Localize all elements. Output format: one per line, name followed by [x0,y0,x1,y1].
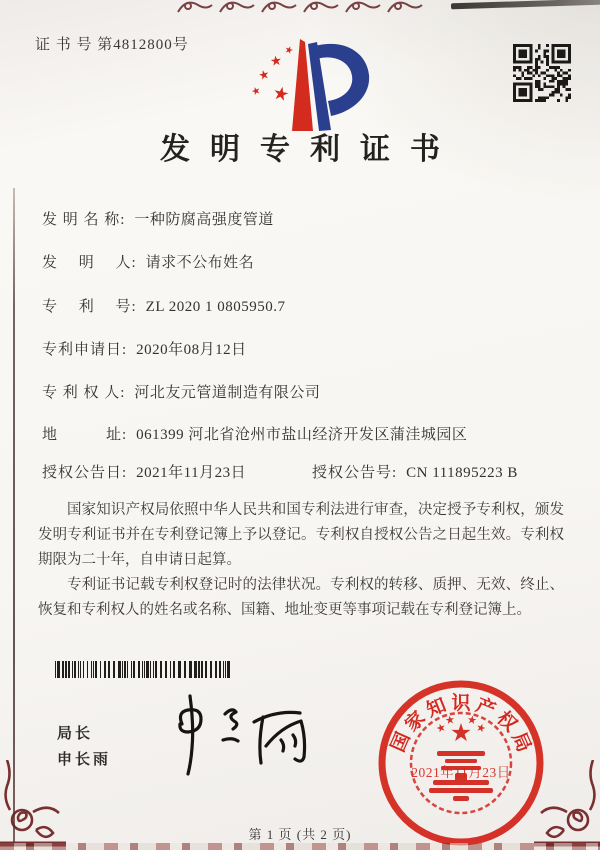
page-left-edge-line [13,188,15,845]
svg-text:家: 家 [401,707,430,737]
qr-code [513,44,571,102]
logo-stars [251,45,294,101]
signer-name: 申长雨 [57,751,112,768]
certificate-number: 证 书 号 第4812800号 [35,37,189,53]
top-border-ornament [176,0,428,14]
page-footer: 第 1 页 (共 2 页) [248,827,352,842]
seal-emblem [429,715,493,801]
field-label: 专 利 号: [42,299,137,315]
svg-text:国: 国 [387,729,415,756]
svg-text:权: 权 [492,707,521,737]
cnipa-logo [243,38,375,134]
field-label: 发 明 名 称: [42,212,126,228]
field-value: CN 111895223 B [406,465,518,481]
field-patentee [42,381,320,402]
field-value: 河北友元管道制造有限公司 [134,385,321,401]
field-grant-number [312,461,518,482]
field-value: 2020年08月12日 [136,342,247,358]
signer-title: 局长 [57,725,94,742]
legal-paragraph-1: 国家知识产权局依照中华人民共和国专利法进行审查，决定授予专利权，颁发发明专利证书并在专利登记簿上予以登记。专利权自授权公告之日起生效。专利权期限为二十年，自申请日起算。 [38,502,564,568]
top-right-border-line [451,0,600,9]
legal-text [38,498,564,623]
svg-text:识: 识 [451,693,471,714]
field-patent-number [42,295,285,316]
field-label: 专利申请日: [42,342,128,358]
field-value: 2021年11月23日 [136,465,247,481]
certificate-title: 发明专利证书 [160,133,460,166]
field-application-date [42,338,247,359]
field-value: ZL 2020 1 0805950.7 [145,299,286,315]
svg-text:局: 局 [507,729,535,756]
field-value: 061399 河北省沧州市盐山经济开发区蒲洼城园区 [136,427,468,443]
svg-text:产: 产 [472,694,499,722]
field-value: 请求不公布姓名 [145,255,255,271]
field-label: 授权公告号: [312,465,398,481]
field-invention-name [42,208,274,229]
bottom-left-corner-ornament [0,760,66,850]
svg-text:知: 知 [423,694,450,722]
field-grant-date [42,461,246,482]
legal-paragraph-2: 专利证书记载专利权登记时的法律状况。专利权的转移、质押、无效、终止、恢复和专利权人的姓名或名称、国籍、地址变更等事项记载在专利登记簿上。 [38,577,564,618]
bottom-border-strip [0,843,600,850]
barcode [55,661,237,678]
field-label: 地 址: [42,427,128,443]
field-label: 发 明 人: [42,255,137,271]
logo-blue-p [308,42,369,131]
field-label: 授权公告日: [42,465,128,481]
field-label: 专 利 权 人: [42,385,126,401]
seal-date: 2021年11月23日 [411,765,511,780]
field-inventor [42,251,254,272]
field-value: 一种防腐高强度管道 [134,212,274,228]
field-address [42,423,467,444]
signature-handwriting [162,686,337,781]
bottom-right-corner-ornament [534,760,600,850]
